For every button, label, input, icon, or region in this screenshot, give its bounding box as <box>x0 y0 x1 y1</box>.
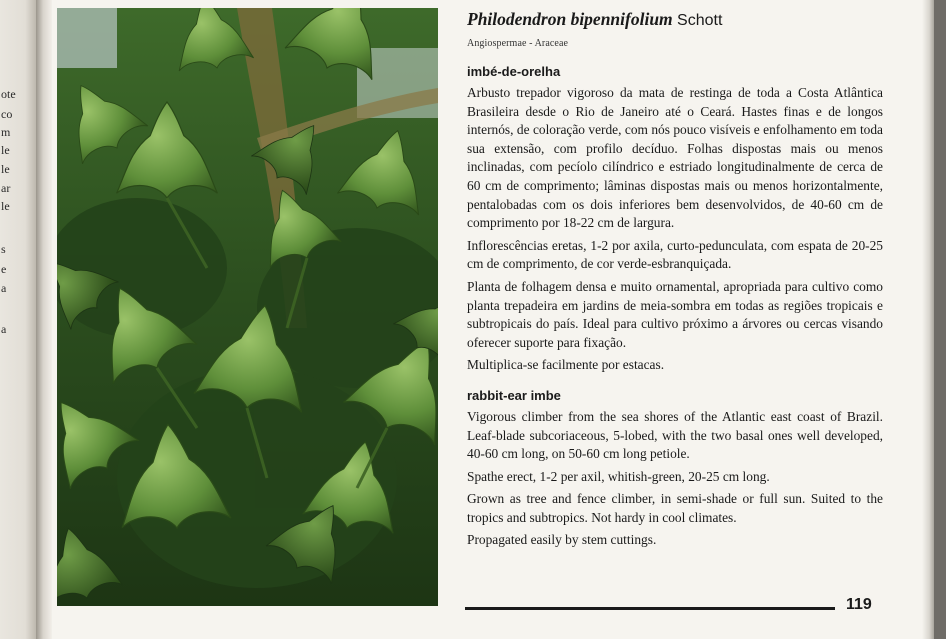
book-gutter <box>36 0 52 639</box>
common-name-en: rabbit-ear imbe <box>467 387 561 403</box>
left-page-fragment: le <box>1 199 10 213</box>
description-paragraph-pt: Arbusto trepador vigoroso da mata de restinga de toda a Costa Atlântica Brasileira desde o Rio de Janeiro até o Ceará. Hastes finas e de longos internós, de coloração verde, com nós pouco visíveis e enfolhamento em toda sua extensão, com profilo decíduo. Folhas dispostas mais ou menos inclinadas, com pecíolo cilíndrico e estriado longitudinalmente de cerca de 60 cm de comprimento; lâminas dispostas mais ou menos horizontalmente, pentalobadas com os dois inferiores bem desenvolvidos, de 40-60 cm de comprimento por 18-22 cm de largura. <box>467 85 883 231</box>
species-title <box>467 8 883 32</box>
book-page <box>52 0 934 639</box>
left-page-fragment: le <box>1 143 10 157</box>
description-paragraph-pt: Multiplica-se facilmente por estacas. <box>467 357 665 373</box>
left-page-fragment: le <box>1 162 10 176</box>
page-number: 119 <box>846 596 872 613</box>
left-page-fragment: a <box>1 281 7 295</box>
left-page-fragment: ar <box>1 181 11 195</box>
footer-rule <box>465 607 835 610</box>
page-edge <box>922 0 934 639</box>
text-column <box>467 8 883 554</box>
description-paragraph-en: Grown as tree and fence climber, in semi-shade or full sun. Suited to the tropics and subtropics. Not hardy in cool climates. <box>467 491 883 525</box>
plant-photo <box>57 8 438 606</box>
left-page-fragment: ote <box>1 87 16 101</box>
foliage-illustration <box>57 8 438 606</box>
description-paragraph-en: Propagated easily by stem cuttings. <box>467 532 657 548</box>
left-page-fragment: m <box>1 125 11 139</box>
description-paragraph-pt: Planta de folhagem densa e muito ornamental, apropriada para cultivo como planta trepadeira em jardins de meia-sombra em todas as regiões tropicais e subtropicais do país. Ideal para cultivo próximo a árvores ou cercas visando oferecer suporte para fixação. <box>467 278 883 350</box>
left-page-fragment: e <box>1 262 7 276</box>
left-page-fragment: co <box>1 107 13 121</box>
description-paragraph-pt: Inflorescências eretas, 1-2 por axila, curto-pedunculata, com espata de 20-25 cm de comprimento, de cor verde-esbranquiçada. <box>467 237 883 272</box>
left-page-fragment: a <box>1 322 7 336</box>
description-paragraph-en: Vigorous climber from the sea shores of the Atlantic east coast of Brazil. Leaf-blade subcoriaceous, 5-lobed, with the two basal ones well developed, 40-60 cm long, on 50-60 cm long petiole. <box>467 408 883 462</box>
scientific-name: Philodendron bipennifolium <box>467 9 673 29</box>
left-page-fragment: s <box>1 242 6 256</box>
description-paragraph-en: Spathe erect, 1-2 per axil, whitish-green, 20-25 cm long. <box>467 468 770 484</box>
common-name-pt: imbé-de-orelha <box>467 64 561 79</box>
previous-page-edge <box>0 0 36 639</box>
taxonomy-line: Angiospermae - Araceae <box>467 38 569 49</box>
species-author: Schott <box>677 12 723 29</box>
